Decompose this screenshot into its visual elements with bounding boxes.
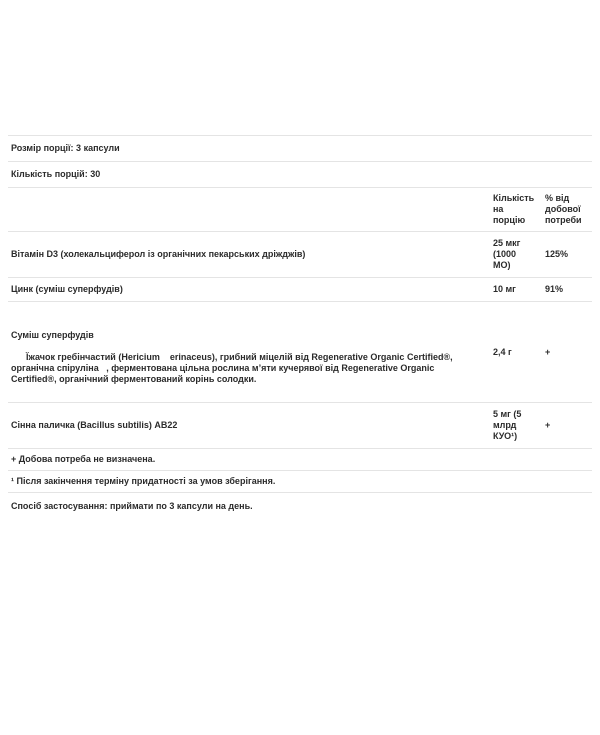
servings-count-label: Кількість порцій: 30	[11, 169, 101, 179]
usage-instructions: Спосіб застосування: приймати по 3 капсули на день.	[11, 501, 253, 511]
footnote-expiry: ¹ Після закінчення терміну придатності за умов зберігання.	[11, 476, 276, 486]
amount-column-header: Кількість на порцію	[493, 193, 537, 225]
table-row	[8, 301, 592, 402]
nutrient-daily-value: +	[545, 346, 551, 357]
table-row	[8, 402, 592, 448]
footnote-row	[8, 470, 592, 492]
nutrient-name	[11, 308, 493, 396]
nutrient-name: Вітамін D3 (холекальциферол із органічних пекарських дріжджів)	[11, 249, 306, 259]
table-row	[8, 277, 592, 301]
footnote-daily-value: + Добова потреба не визначена.	[11, 454, 156, 464]
usage-instructions-row	[8, 492, 592, 512]
table-header-row	[8, 187, 592, 231]
nutrient-name: Цинк (суміш суперфудів)	[11, 284, 123, 294]
nutrient-amount: 2,4 г	[493, 346, 512, 357]
nutrient-daily-value: 125%	[545, 249, 569, 259]
nutrient-daily-value: +	[545, 420, 551, 430]
nutrient-amount: 5 мг (5 млрд КУО¹)	[493, 409, 524, 441]
nutrient-name: Сінна паличка (Bacillus subtilis) AB22	[11, 420, 178, 430]
blend-description: Їжачок гребінчастий (Hericium erinaceus), грибний міцелій від Regenerative Organic Certified®, органічна спіруліна , ферментована цільна рослина м’яти кучерявої від Regenerative Organic Certified®, органічний ферментований корінь солодки.	[11, 352, 456, 384]
supplement-facts-table	[8, 135, 592, 512]
nutrient-daily-value: 91%	[545, 284, 564, 294]
blend-title: Суміш суперфудів	[11, 330, 94, 340]
serving-size-row	[8, 135, 592, 161]
nutrient-amount: 10 мг	[493, 284, 516, 294]
servings-count-row	[8, 161, 592, 187]
nutrient-amount: 25 мкг (1000 МО)	[493, 238, 523, 270]
footnote-row	[8, 448, 592, 470]
daily-value-column-header: % від добової потреби	[545, 193, 582, 225]
table-row	[8, 231, 592, 277]
serving-size-label: Розмір порції: 3 капсули	[11, 143, 120, 153]
